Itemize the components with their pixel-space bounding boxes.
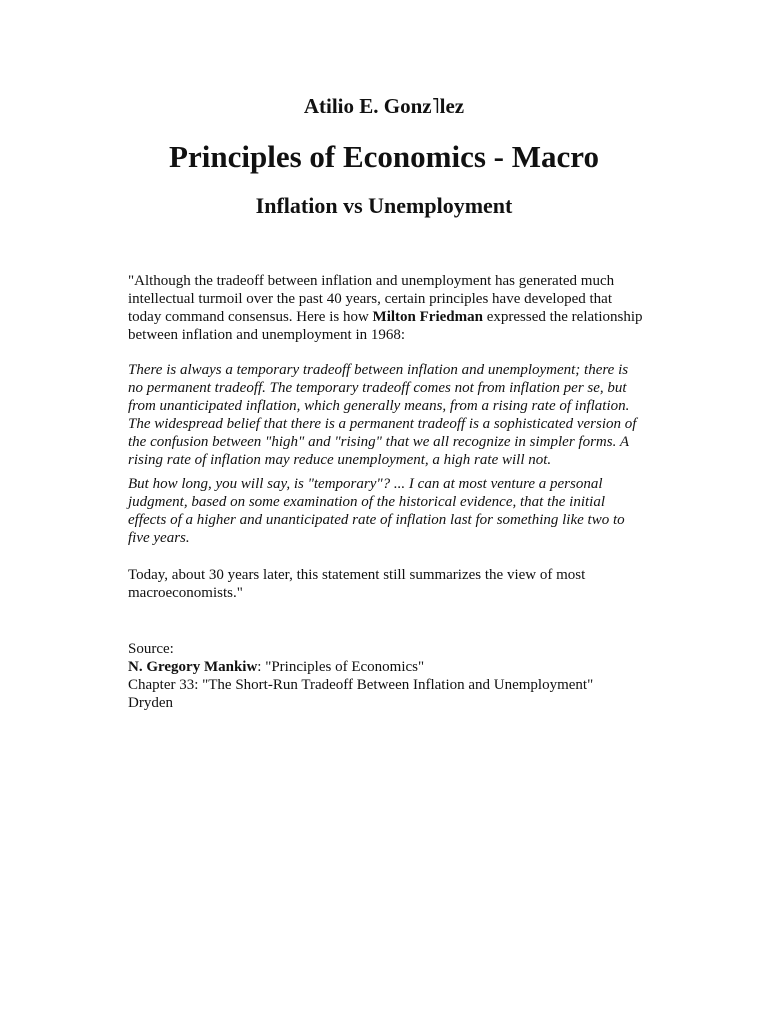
source-author: N. Gregory Mankiw bbox=[128, 659, 258, 675]
source-label: Source: bbox=[128, 641, 174, 657]
document-title: Principles of Economics - Macro bbox=[169, 139, 599, 174]
author-name: Atilio E. Gonz˥lez bbox=[303, 94, 465, 118]
intro-text-before: "Although the tradeoff between inflation and unemployment has generated much intellectual turmoil over the past 40 years, certain principles have developed that today command consensus. Here is how bbox=[128, 273, 615, 325]
quote-paragraph-2: But how long, you will say, is "temporary"? ... I can at most venture a personal judgment, based on some examination of the historical evidence, that the initial effects of a higher and unanticipated rate of inflation last for something like two to five years. bbox=[128, 476, 625, 546]
source-publisher: Dryden bbox=[128, 695, 173, 711]
quote-paragraph-1: There is always a temporary tradeoff between inflation and unemployment; there is no permanent tradeoff. The temporary tradeoff comes not from inflation per se, but from unanticipated inflation, which generally means, from a rising rate of inflation. The widespread belief that there is a permanent tradeoff is a sophisticated version of the confusion between "high" and "rising" that we all recognize in simpler forms. A rising rate of inflation may reduce unemployment, a high rate will not. bbox=[128, 362, 637, 468]
source-chapter: Chapter 33: "The Short-Run Tradeoff Between Inflation and Unemployment" bbox=[128, 677, 594, 693]
friedman-name: Milton Friedman bbox=[372, 309, 483, 325]
source-block bbox=[128, 640, 648, 712]
source-book: : "Principles of Economics" bbox=[257, 659, 425, 675]
closing-paragraph: Today, about 30 years later, this statement still summarizes the view of most macroeconomists." bbox=[128, 567, 586, 601]
source-book-line bbox=[128, 658, 648, 676]
intro-text-after: expressed the relationship between inflation and unemployment in 1968: bbox=[128, 309, 643, 343]
document-subtitle: Inflation vs Unemployment bbox=[255, 193, 513, 218]
intro-paragraph bbox=[128, 272, 648, 344]
